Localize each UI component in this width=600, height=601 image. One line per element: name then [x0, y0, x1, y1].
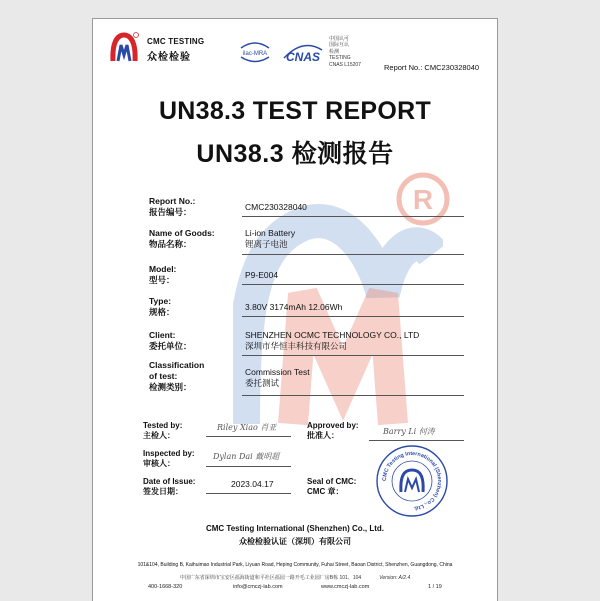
tested-by-line — [206, 436, 291, 437]
page-number: 1 / 19 — [428, 584, 442, 590]
svg-text:CMC Testing International (She — [382, 451, 442, 511]
header — [93, 26, 497, 78]
logo-text-en: CMC TESTING — [147, 37, 205, 46]
cnas-line: 检测 — [329, 48, 340, 55]
field-value: Li-ion Battery 锂离子电池 — [245, 228, 296, 249]
title-cn: UN38.3 检测报告 — [196, 140, 394, 168]
field-label: Client: 委托单位： — [149, 330, 192, 351]
logo-text-cn: 众检检验 — [147, 52, 191, 63]
cmc-logo-icon — [109, 31, 139, 65]
field-label: Report No.: 报告编号： — [149, 196, 196, 217]
header-report-number: Report No.: CMC230328040 — [384, 63, 480, 72]
address-cn: 中国广东省深圳市宝安区福海街道和平社区福园一路开毛工业园厂房B栋 101、104 Version: A/2.4 — [179, 575, 411, 581]
svg-text:R: R — [412, 184, 434, 215]
tested-by-signature: Riley Xiao 肖亚 — [217, 423, 277, 432]
watermark-registered-icon — [393, 169, 453, 229]
version: Version: A/2.4 — [379, 575, 411, 581]
field-underline — [242, 284, 464, 285]
field-label: Model: 型号： — [149, 264, 177, 285]
date-line — [206, 493, 291, 494]
ilac-label: ilac-MRA — [242, 51, 268, 57]
field-label: Type: 规格： — [149, 296, 175, 317]
field-value: CMC230328040 — [245, 202, 307, 212]
field-underline — [242, 316, 464, 317]
inspected-by-line — [206, 466, 291, 467]
company-name-cn: 众检检验认证（深圳）有限公司 — [239, 537, 351, 546]
footer-phone: 400-1668-320 — [148, 584, 183, 590]
ilac-mra-icon — [238, 40, 272, 64]
seal-ring-text: CMC Testing International (Shenzhen) Co., Ltd. — [381, 450, 443, 511]
cnas-label: CNAS — [285, 50, 321, 64]
cnas-text — [329, 36, 361, 68]
field-value: Commission Test 委托测试 — [245, 367, 310, 388]
field-underline — [242, 254, 464, 255]
cnas-line: TESTING — [329, 55, 351, 62]
cnas-line: 中国认可 — [329, 36, 350, 42]
approved-by-label: Approved by: 批准人： — [307, 421, 359, 440]
field-value: P9-E004 — [245, 270, 279, 280]
field-underline — [242, 216, 464, 217]
inspected-by-signature: Dylan Dai 戴明超 — [213, 452, 280, 461]
title-en: UN38.3 TEST REPORT — [158, 97, 432, 125]
field-label: Name of Goods: 物品名称： — [149, 228, 215, 249]
issue-date: 2023.04.17 — [231, 479, 274, 489]
approved-by-line — [369, 440, 464, 441]
field-value: 3.80V 3174mAh 12.06Wh — [245, 302, 343, 312]
cnas-line: CNAS L15207 — [329, 61, 361, 68]
date-of-issue-label: Date of Issue: 签发日期： — [143, 477, 196, 496]
approved-by-signature: Barry Li 何涛 — [383, 427, 435, 436]
field-value: SHENZHEN OCMC TECHNOLOGY CO., LTD 深圳市华恒丰科技有限公司 — [245, 330, 420, 351]
cmc-seal-stamp — [375, 444, 449, 518]
address-en: 101&104, Building B, Kaihuimao Industrial Park, Liyuan Road, Heping Community, Fuhai Street, Baoan District, Shenzhen, Guangdong, China — [137, 562, 453, 568]
cnas-line: 国际互认 — [329, 42, 350, 49]
company-name-en: CMC Testing International (Shenzhen) Co., Ltd. — [205, 524, 385, 533]
inspected-by-label: Inspected by: 审核人： — [143, 449, 195, 468]
report-page — [92, 18, 498, 601]
field-underline — [242, 395, 464, 396]
field-underline — [242, 355, 464, 356]
field-label: Classification of test: 检测类别： — [149, 360, 205, 392]
cnas-icon — [280, 36, 326, 70]
footer-email[interactable]: info@cmczj-lab.com — [233, 584, 283, 590]
footer-website[interactable]: www.cmczj-lab.com — [321, 584, 370, 590]
seal-label: Seal of CMC: CMC 章： — [307, 477, 357, 496]
tested-by-label: Tested by: 主检人： — [143, 421, 183, 440]
